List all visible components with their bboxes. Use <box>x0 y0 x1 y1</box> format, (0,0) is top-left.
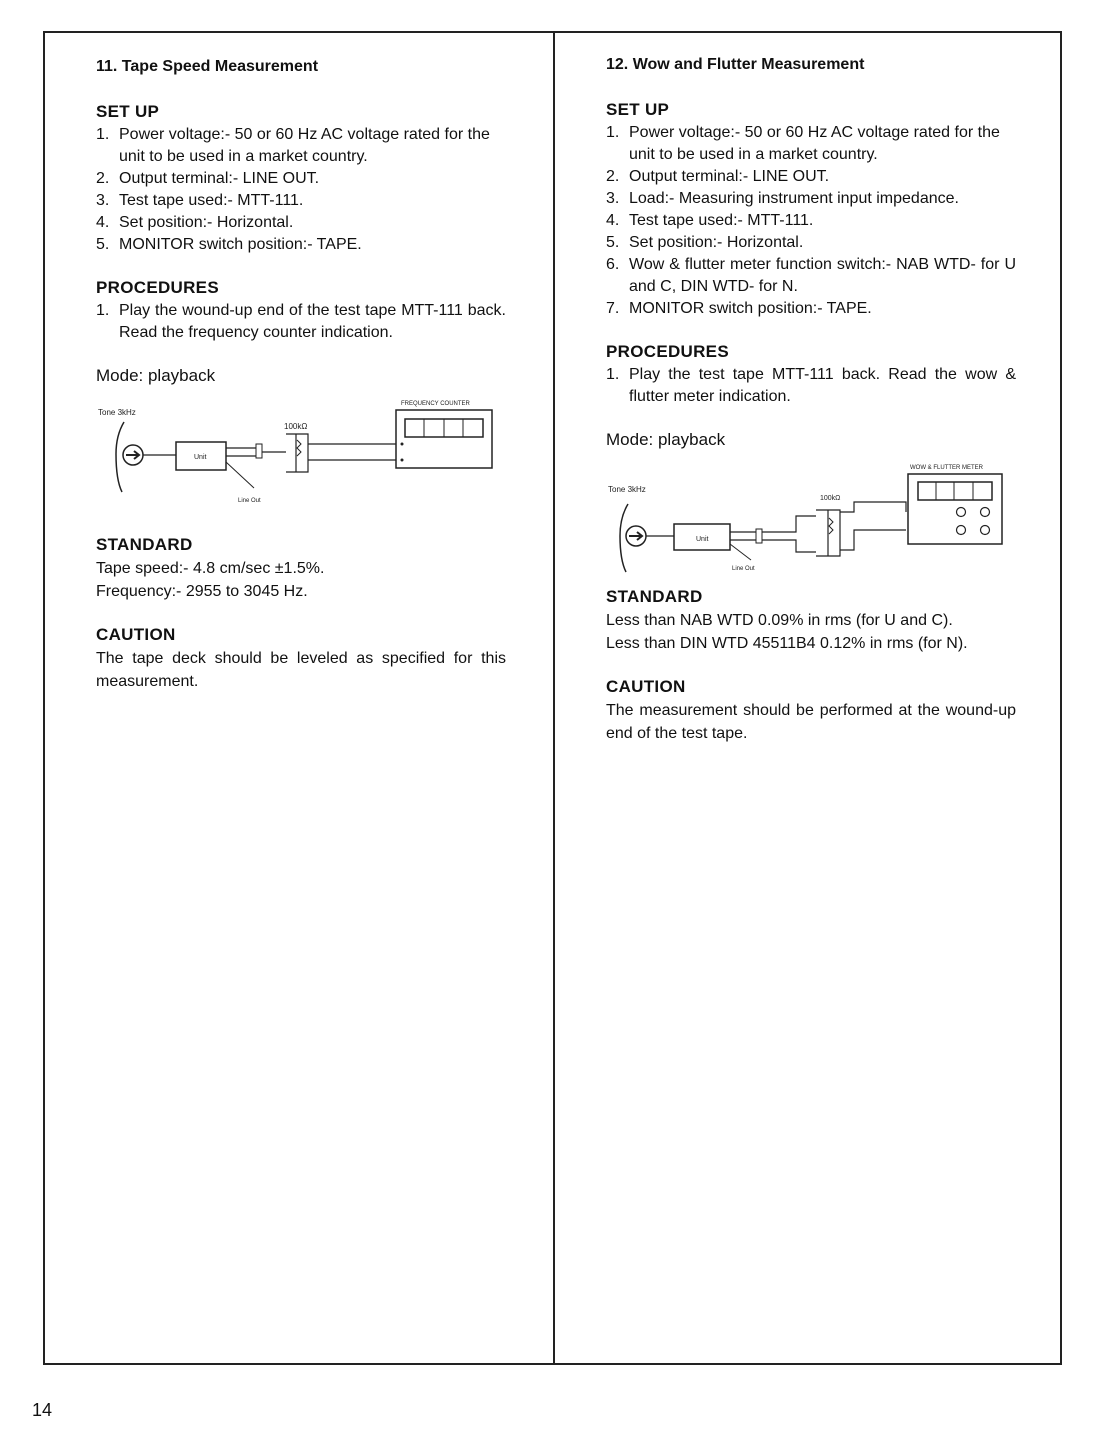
wow-flutter-diagram <box>606 456 1006 576</box>
mode-label: Mode: playback <box>96 366 216 385</box>
list-item: 2. Output terminal:- LINE OUT. <box>606 168 830 185</box>
list-item: 1. Power voltage:- 50 or 60 Hz AC voltage rated for the unit to be used in a market country. <box>606 124 1000 163</box>
list-item: 3. Test tape used:- MTT-111. <box>96 192 304 209</box>
caution-text: The tape deck should be leveled as specified for this measurement. <box>96 650 506 690</box>
standard-text: Tape speed:- 4.8 cm/sec ±1.5%. Frequency:- 2955 to 3045 Hz. <box>96 560 325 600</box>
list-item: 7. MONITOR switch position:- TAPE. <box>606 300 872 317</box>
setup-heading: SET UP <box>96 102 160 121</box>
section-wow-flutter <box>606 56 1016 745</box>
meter-display <box>918 482 992 500</box>
section-title: 12. Wow and Flutter Measurement <box>606 56 865 73</box>
frequency-counter-diagram <box>96 392 496 512</box>
resistor-icon <box>829 518 833 534</box>
section-title: 11. Tape Speed Measurement <box>96 58 319 75</box>
list-item: 4. Set position:- Horizontal. <box>96 214 294 231</box>
caution-heading: CAUTION <box>606 677 686 696</box>
resistor-label: 100kΩ <box>284 422 308 431</box>
resistor-label: 100kΩ <box>820 495 841 502</box>
list-item: 5. MONITOR switch position:- TAPE. <box>96 236 362 253</box>
list-item: 3. Load:- Measuring instrument input impedance. <box>606 190 959 207</box>
resistor-icon <box>297 440 301 456</box>
list-item: 1. Play the test tape MTT-111 back. Read the wow & flutter meter indication. <box>606 366 1016 405</box>
column-divider <box>553 31 555 1365</box>
line-out-label: Line Out <box>238 498 261 504</box>
caution-heading: CAUTION <box>96 625 176 644</box>
meter-label: WOW & FLUTTER METER <box>910 465 983 471</box>
unit-label: Unit <box>194 454 207 461</box>
standard-heading: STANDARD <box>96 535 193 554</box>
line-out-label: Line Out <box>732 566 755 572</box>
list-item: 2. Output terminal:- LINE OUT. <box>96 170 320 187</box>
list-item: 4. Test tape used:- MTT-111. <box>606 212 814 229</box>
tone-label: Tone 3kHz <box>608 485 646 494</box>
knob-icon <box>957 526 966 535</box>
procedures-heading: PROCEDURES <box>606 342 729 361</box>
mode-label: Mode: playback <box>606 430 726 449</box>
list-item: 1. Power voltage:- 50 or 60 Hz AC voltage rated for the unit to be used in a market country. <box>96 126 490 165</box>
caution-text: The measurement should be performed at the wound-up end of the test tape. <box>606 702 1016 742</box>
knob-icon <box>981 526 990 535</box>
procedures-list <box>606 364 1016 408</box>
tone-label: Tone 3kHz <box>98 408 136 417</box>
setup-list <box>606 122 1016 320</box>
knob-icon <box>957 508 966 517</box>
setup-list <box>96 124 506 256</box>
meter-label: FREQUENCY COUNTER <box>401 401 470 407</box>
knob-icon <box>981 508 990 517</box>
section-tape-speed <box>96 58 506 693</box>
unit-label: Unit <box>696 536 709 543</box>
page-number: 14 <box>32 1400 53 1420</box>
procedures-list <box>96 300 506 344</box>
list-item: 1. Play the wound-up end of the test tape MTT-111 back. Read the frequency counter indication. <box>96 302 506 341</box>
procedures-heading: PROCEDURES <box>96 278 219 297</box>
list-item: 5. Set position:- Horizontal. <box>606 234 804 251</box>
standard-heading: STANDARD <box>606 587 703 606</box>
standard-text: Less than NAB WTD 0.09% in rms (for U and C). Less than DIN WTD 45511B4 0.12% in rms (for N). <box>606 612 968 652</box>
setup-heading: SET UP <box>606 100 670 119</box>
list-item: 6. Wow & flutter meter function switch:- NAB WTD- for U and C, DIN WTD- for N. <box>606 256 1016 295</box>
